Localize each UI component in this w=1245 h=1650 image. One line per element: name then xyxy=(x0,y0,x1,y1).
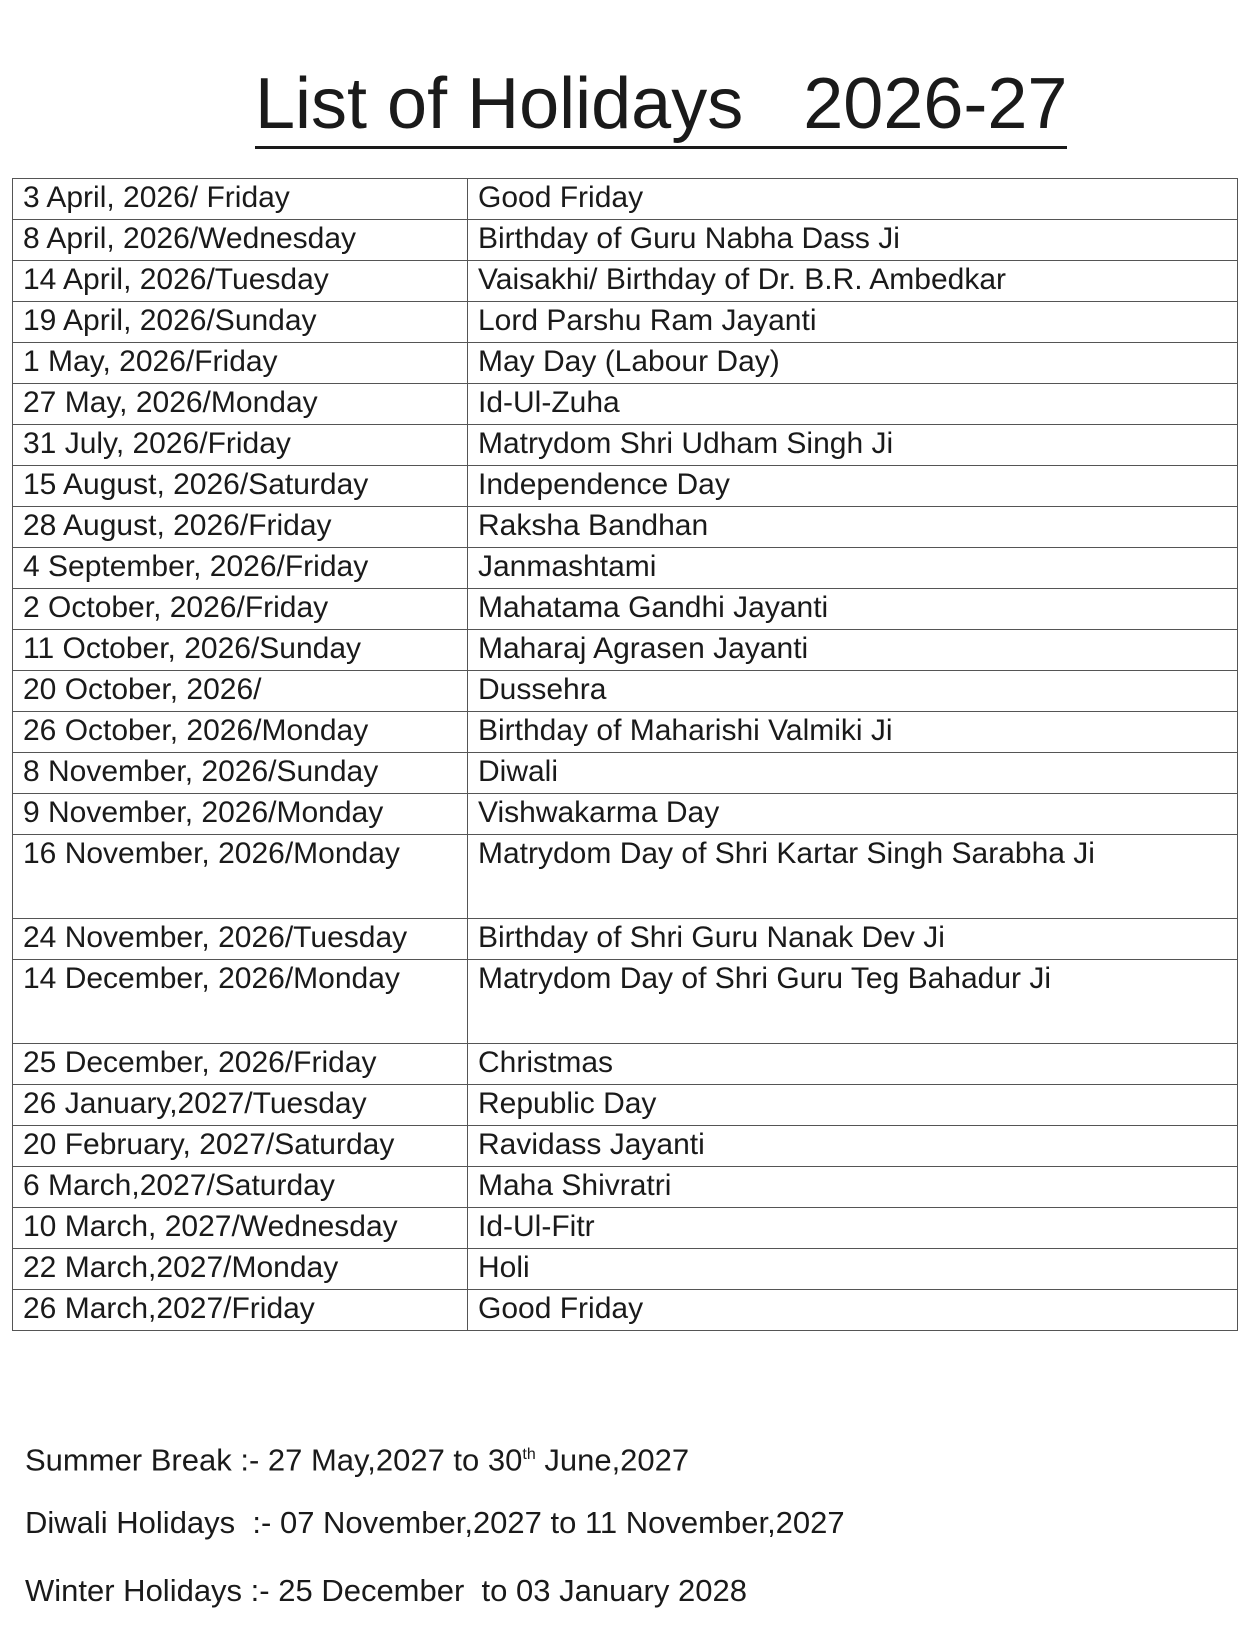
holiday-date: 8 April, 2026/Wednesday xyxy=(13,220,468,261)
holiday-date: 28 August, 2026/Friday xyxy=(13,507,468,548)
holiday-date: 26 October, 2026/Monday xyxy=(13,712,468,753)
table-row xyxy=(13,507,1238,548)
holiday-name: Christmas xyxy=(468,1044,1238,1085)
holiday-name: Mahatama Gandhi Jayanti xyxy=(468,589,1238,630)
holiday-name: Maharaj Agrasen Jayanti xyxy=(468,630,1238,671)
table-row xyxy=(13,753,1238,794)
holiday-name: Ravidass Jayanti xyxy=(468,1126,1238,1167)
holiday-date: 11 October, 2026/Sunday xyxy=(13,630,468,671)
holiday-date: 26 March,2027/Friday xyxy=(13,1290,468,1331)
holiday-date: 4 September, 2026/Friday xyxy=(13,548,468,589)
holiday-date: 6 March,2027/Saturday xyxy=(13,1167,468,1208)
holiday-name: Good Friday xyxy=(468,1290,1238,1331)
holiday-name: Matrydom Day of Shri Guru Teg Bahadur Ji xyxy=(468,960,1238,1044)
table-row xyxy=(13,630,1238,671)
holiday-name: Id-Ul-Zuha xyxy=(468,384,1238,425)
diwali-holidays: Diwali Holidays :- 07 November,2027 to 11 November,2027 xyxy=(25,1505,845,1540)
table-row xyxy=(13,712,1238,753)
table-row xyxy=(13,1085,1238,1126)
holiday-table xyxy=(12,178,1238,1331)
holiday-date: 2 October, 2026/Friday xyxy=(13,589,468,630)
holiday-name: Id-Ul-Fitr xyxy=(468,1208,1238,1249)
table-row xyxy=(13,261,1238,302)
holiday-date: 31 July, 2026/Friday xyxy=(13,425,468,466)
holiday-name: Republic Day xyxy=(468,1085,1238,1126)
table-row xyxy=(13,1044,1238,1085)
table-row xyxy=(13,179,1238,220)
holiday-date: 24 November, 2026/Tuesday xyxy=(13,919,468,960)
table-row xyxy=(13,384,1238,425)
table-row xyxy=(13,466,1238,507)
holiday-name: Good Friday xyxy=(468,179,1238,220)
table-row xyxy=(13,220,1238,261)
table-row xyxy=(13,548,1238,589)
table-row xyxy=(13,343,1238,384)
holiday-name: Birthday of Guru Nabha Dass Ji xyxy=(468,220,1238,261)
table-row xyxy=(13,1167,1238,1208)
table-row xyxy=(13,835,1238,919)
holiday-date: 3 April, 2026/ Friday xyxy=(13,179,468,220)
holiday-date: 27 May, 2026/Monday xyxy=(13,384,468,425)
table-row xyxy=(13,589,1238,630)
holiday-name: Independence Day xyxy=(468,466,1238,507)
holiday-name: Birthday of Shri Guru Nanak Dev Ji xyxy=(468,919,1238,960)
holiday-date: 19 April, 2026/Sunday xyxy=(13,302,468,343)
holiday-name: Lord Parshu Ram Jayanti xyxy=(468,302,1238,343)
holiday-date: 20 October, 2026/ xyxy=(13,671,468,712)
table-row xyxy=(13,1290,1238,1331)
holiday-name: Holi xyxy=(468,1249,1238,1290)
table-row xyxy=(13,960,1238,1044)
holiday-date: 15 August, 2026/Saturday xyxy=(13,466,468,507)
table-row xyxy=(13,671,1238,712)
holiday-table-body xyxy=(13,179,1238,1331)
holiday-name: Raksha Bandhan xyxy=(468,507,1238,548)
summer-break-label: Summer Break :- 27 May,2027 to 30 xyxy=(25,1442,523,1478)
holiday-date: 26 January,2027/Tuesday xyxy=(13,1085,468,1126)
holiday-name: Matrydom Shri Udham Singh Ji xyxy=(468,425,1238,466)
holiday-name: May Day (Labour Day) xyxy=(468,343,1238,384)
holiday-date: 20 February, 2027/Saturday xyxy=(13,1126,468,1167)
holiday-date: 8 November, 2026/Sunday xyxy=(13,753,468,794)
holiday-date: 14 December, 2026/Monday xyxy=(13,960,468,1044)
holiday-name: Matrydom Day of Shri Kartar Singh Sarabha Ji xyxy=(468,835,1238,919)
holiday-date: 10 March, 2027/Wednesday xyxy=(13,1208,468,1249)
holiday-name: Diwali xyxy=(468,753,1238,794)
holiday-date: 1 May, 2026/Friday xyxy=(13,343,468,384)
summer-break xyxy=(25,1435,845,1503)
holiday-date: 25 December, 2026/Friday xyxy=(13,1044,468,1085)
table-row xyxy=(13,1249,1238,1290)
holiday-name: Dussehra xyxy=(468,671,1238,712)
summer-break-tail: June,2027 xyxy=(535,1442,690,1478)
table-row xyxy=(13,794,1238,835)
table-row xyxy=(13,425,1238,466)
table-row xyxy=(13,919,1238,960)
holiday-name: Vishwakarma Day xyxy=(468,794,1238,835)
holiday-date: 16 November, 2026/Monday xyxy=(13,835,468,919)
summer-break-sup: th xyxy=(522,1446,536,1463)
holiday-date: 9 November, 2026/Monday xyxy=(13,794,468,835)
holiday-date: 22 March,2027/Monday xyxy=(13,1249,468,1290)
page-title: List of Holidays 2026-27 xyxy=(255,62,1067,149)
holiday-name: Maha Shivratri xyxy=(468,1167,1238,1208)
holiday-name: Janmashtami xyxy=(468,548,1238,589)
table-row xyxy=(13,1208,1238,1249)
holiday-date: 14 April, 2026/Tuesday xyxy=(13,261,468,302)
table-row xyxy=(13,302,1238,343)
table-row xyxy=(13,1126,1238,1167)
breaks-section xyxy=(25,1435,845,1639)
holiday-name: Birthday of Maharishi Valmiki Ji xyxy=(468,712,1238,753)
winter-holidays: Winter Holidays :- 25 December to 03 January 2028 xyxy=(25,1573,747,1608)
holiday-name: Vaisakhi/ Birthday of Dr. B.R. Ambedkar xyxy=(468,261,1238,302)
